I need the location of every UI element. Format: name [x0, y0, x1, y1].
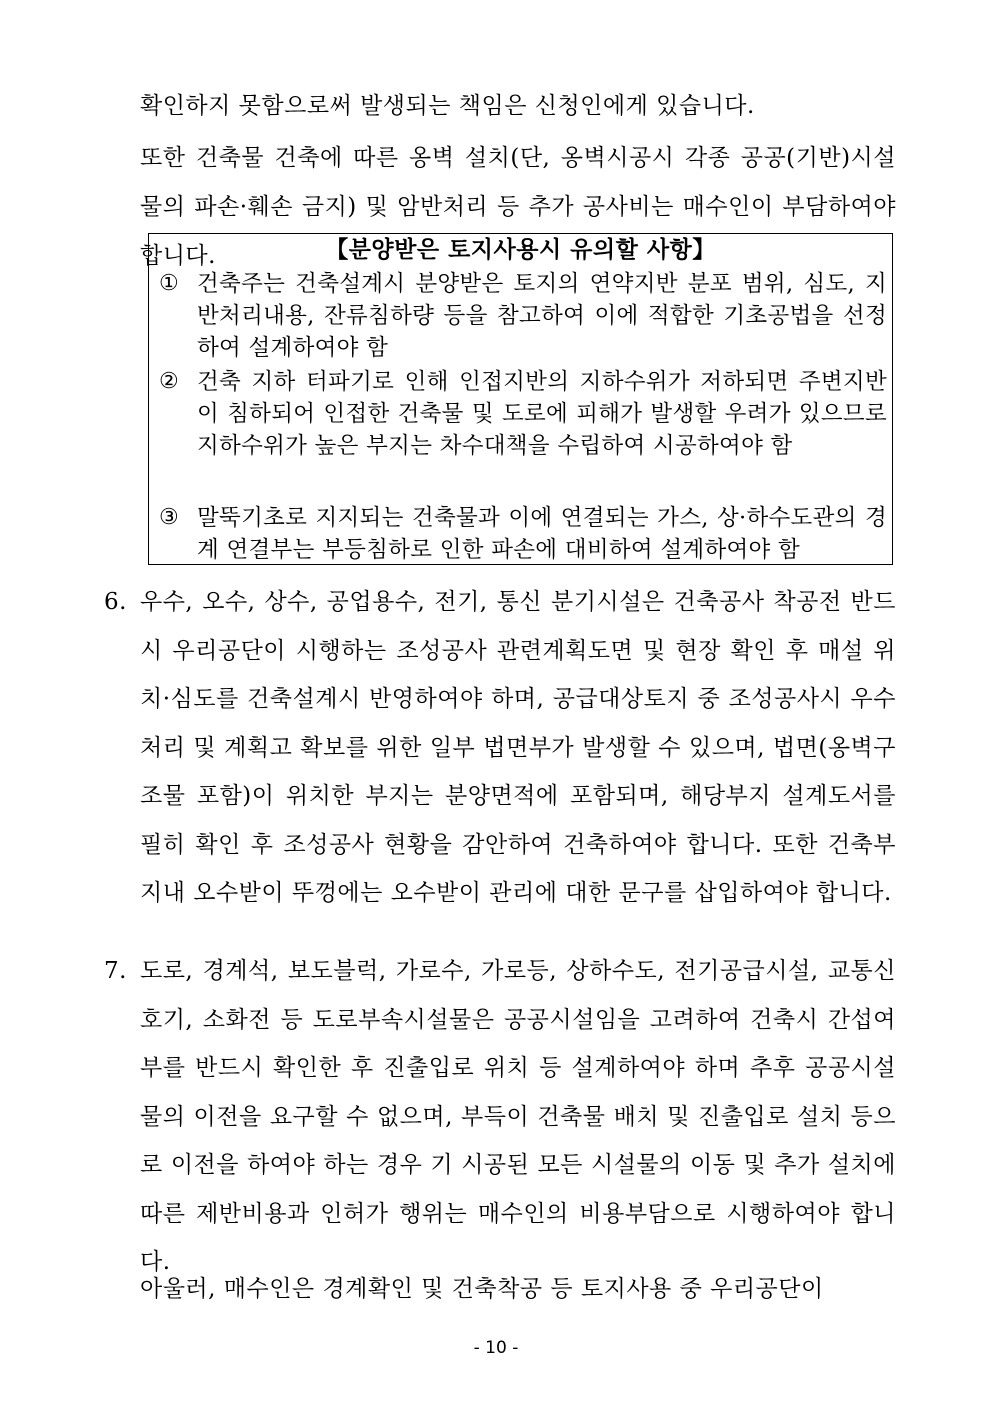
notice-item-number: ②	[159, 369, 179, 394]
list-item-7	[104, 947, 896, 1287]
last-line: 아울러, 매수인은 경계확인 및 건축착공 등 토지사용 중 우리공단이	[140, 1276, 824, 1302]
notice-item-2	[159, 366, 887, 462]
page-number: - 10 -	[473, 1338, 519, 1358]
notice-item-text: 건축주는 건축설계시 분양받은 토지의 연약지반 분포 범위, 심도, 지반처리내용, 잔류침하량 등을 참고하여 이에 적합한 기초공법을 선정하여 설계하여야 함	[197, 271, 887, 361]
notice-title: 【분양받은 토지사용시 유의할 사항】	[325, 236, 716, 263]
list-item-text: 우수, 오수, 상수, 공업용수, 전기, 통신 분기시설은 건축공사 착공전 반드시 우리공단이 시행하는 조성공사 관련계획도면 및 현장 확인 후 매설 위치·심도를 건축설계시 반영하여야 하며, 공급대상토지 중 조성공사시 우수처리 및 계획고 확보를 위한 일부 법면부가 발생할 수 있으며, 법면(옹벽구조물 포함)이 위치한 부지는 분양면적에 포함되며, 해당부지 설계도서를 필히 확인 후 조성공사 현황을 감안하여 건축하여야 합니다. 또한 건축부지내 오수받이 뚜껑에는 오수받이 관리에 대한 문구를 삽입하여야 합니다.	[140, 589, 896, 906]
list-item-text: 도로, 경계석, 보도블럭, 가로수, 가로등, 상하수도, 전기공급시설, 교통신호기, 소화전 등 도로부속시설물은 공공시설임을 고려하여 건축시 간섭여부를 반드시 확인한 후 진출입로 위치 등 설계하여야 하며 추후 공공시설물의 이전을 요구할 수 없으며, 부득이 건축물 배치 및 진출입로 설치 등으로 이전을 하여야 하는 경우 기 시공된 모든 시설물의 이동 및 추가 설치에 따른 제반비용과 인허가 행위는 매수인의 비용부담으로 시행하여야 합니다.	[140, 958, 896, 1275]
retaining-wall-paragraph: 또한 건축물 건축에 따른 옹벽 설치(단, 옹벽시공시 각종 공공(기반)시설물의 파손·훼손 금지) 및 암반처리 등 추가 공사비는 매수인이 부담하여야 합니다.	[140, 145, 896, 269]
notice-item-3	[159, 502, 887, 566]
notice-box	[148, 233, 893, 565]
notice-item-1	[159, 268, 887, 364]
list-item-6	[104, 578, 896, 918]
list-item-number: 7.	[104, 958, 127, 984]
list-item-number: 6.	[104, 589, 127, 615]
notice-item-number: ③	[159, 505, 179, 530]
notice-item-text: 건축 지하 터파기로 인해 인접지반의 지하수위가 저하되면 주변지반이 침하되어 인접한 건축물 및 도로에 피해가 발생할 우려가 있으므로 지하수위가 높은 부지는 차수대책을 수립하여 시공하여야 함	[197, 369, 887, 459]
notice-item-number: ①	[159, 271, 179, 296]
top-line: 확인하지 못함으로써 발생되는 책임은 신청인에게 있습니다.	[140, 93, 755, 119]
notice-item-text: 말뚝기초로 지지되는 건축물과 이에 연결되는 가스, 상·하수도관의 경계 연결부는 부등침하로 인한 파손에 대비하여 설계하여야 함	[197, 505, 887, 563]
